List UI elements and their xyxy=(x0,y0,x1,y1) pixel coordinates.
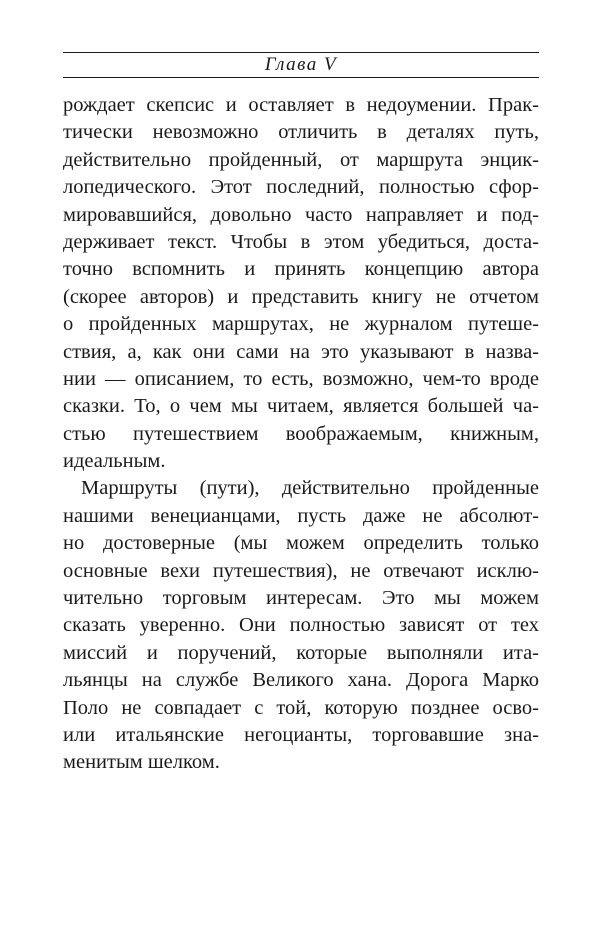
text-line: основные вехи путешествия), не отвечают исклю- xyxy=(63,559,539,582)
text-line: ствия, а, как они сами на это указывают в назва- xyxy=(63,340,539,363)
running-head: Глава V xyxy=(63,52,539,78)
text-line: нашими венецианцами, пусть даже не абсолют- xyxy=(63,504,539,527)
paragraph-2 xyxy=(63,475,539,776)
text-line: миссий и поручений, которые выполняли ита- xyxy=(63,641,539,664)
text-line: (скорее авторов) и представить книгу не отчетом xyxy=(63,285,539,308)
text-line: рождает скепсис и оставляет в недоумении. Прак- xyxy=(63,94,539,116)
text-line: нии — описанием, то есть, возможно, чем-то вроде xyxy=(63,367,539,390)
text-line: сказки. То, о чем мы читаем, является большей ча- xyxy=(63,395,539,418)
body-text xyxy=(63,92,539,777)
text-line: тически невозможно отличить в деталях путь, xyxy=(63,121,539,144)
text-line: льянцы на службе Великого хана. Дорога Марко xyxy=(63,669,539,692)
paragraph-1 xyxy=(63,92,539,475)
text-line: мировавшийся, довольно часто направляет и под- xyxy=(63,203,539,226)
text-line: идеальным. xyxy=(63,450,166,473)
text-line: но достоверные (мы можем определить только xyxy=(63,532,539,555)
text-line: чительно торговым интересам. Это мы можем xyxy=(63,587,539,610)
text-line: стью путешествием воображаемым, книжным, xyxy=(63,422,539,445)
text-line: Поло не совпадает с той, которую позднее осво- xyxy=(63,696,539,719)
text-line: точно вспомнить и принять концепцию автора xyxy=(63,258,539,281)
text-line: сказать уверенно. Они полностью зависят от тех xyxy=(63,614,539,637)
text-line: лопедического. Этот последний, полностью сфор- xyxy=(63,176,539,199)
text-line: Маршруты (пути), действительно пройденные xyxy=(81,477,539,500)
text-line: действительно пройденный, от маршрута энцик- xyxy=(63,148,539,171)
text-line: или итальянские негоцианты, торговавшие зна- xyxy=(63,723,539,746)
text-line: менитым шелком. xyxy=(63,751,220,774)
text-line: о пройденных маршрутах, не журналом путеше- xyxy=(63,313,539,336)
text-line: держивает текст. Чтобы в этом убедиться, доста- xyxy=(63,230,539,253)
